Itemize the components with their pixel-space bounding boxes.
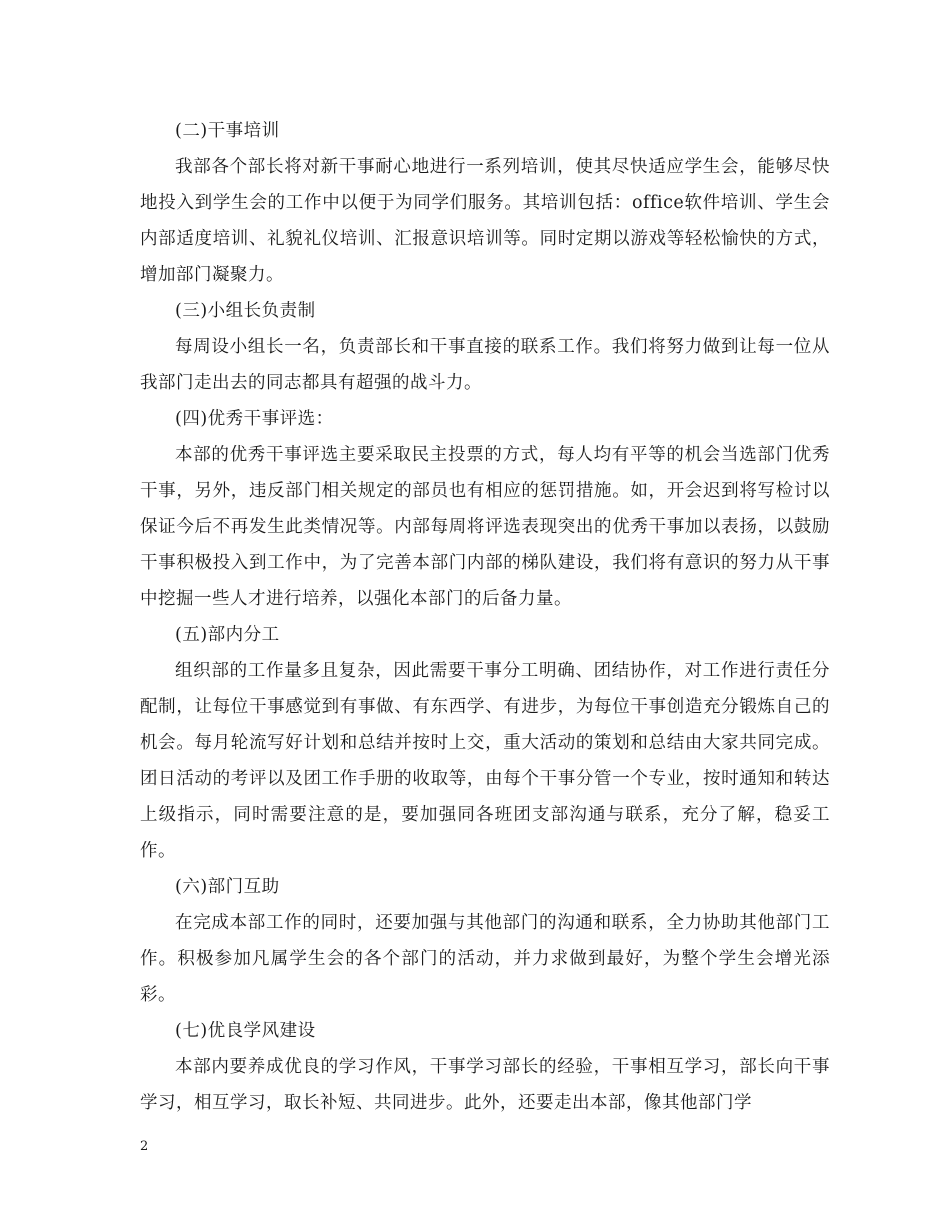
section-heading: (七)优良学风建设 — [175, 1021, 316, 1041]
section-heading: (六)部门互助 — [175, 877, 280, 897]
document-body — [140, 113, 830, 1121]
section-paragraph: 组织部的工作量多且复杂，因此需要干事分工明确、团结协作，对工作进行责任分配制，让每位干事感觉到有事做、有东西学、有进步，为每位干事创造充分锻炼自己的机会。每月轮流写好计划和总结并按时上交，重大活动的策划和总结由大家共同完成。团日活动的考评以及团工作手册的收取等，由每个干事分管一个专业，按时通知和转达上级指示，同时需要注意的是，要加强同各班团支部沟通与联系，充分了解，稳妥工作。 — [140, 661, 830, 861]
section-paragraph: 在完成本部工作的同时，还要加强与其他部门的沟通和联系，全力协助其他部门工作。积极参加凡属学生会的各个部门的活动，并力求做到最好，为整个学生会增光添彩。 — [140, 913, 830, 1005]
section-heading: (二)干事培训 — [175, 121, 280, 141]
section-heading: (四)优秀干事评选： — [175, 409, 334, 429]
section-paragraph: 我部各个部长将对新干事耐心地进行一系列培训，使其尽快适应学生会，能够尽快地投入到学生会的工作中以便于为同学们服务。其培训包括：office软件培训、学生会内部适度培训、礼貌礼仪培训、汇报意识培训等。同时定期以游戏等轻松愉快的方式，增加部门凝聚力。 — [140, 157, 830, 285]
section-paragraph: 本部内要养成优良的学习作风，干事学习部长的经验，干事相互学习，部长向干事学习，相互学习，取长补短、共同进步。此外，还要走出本部，像其他部门学 — [140, 1057, 830, 1113]
section-heading: (五)部内分工 — [175, 625, 280, 645]
page-number: 2 — [140, 1139, 149, 1154]
section-paragraph: 每周设小组长一名，负责部长和干事直接的联系工作。我们将努力做到让每一位从我部门走出去的同志都具有超强的战斗力。 — [140, 337, 830, 393]
section-paragraph: 本部的优秀干事评选主要采取民主投票的方式，每人均有平等的机会当选部门优秀干事，另外，违反部门相关规定的部员也有相应的惩罚措施。如，开会迟到将写检讨以保证今后不再发生此类情况等。内部每周将评选表现突出的优秀干事加以表扬，以鼓励干事积极投入到工作中，为了完善本部门内部的梯队建设，我们将有意识的努力从干事中挖掘一些人才进行培养，以强化本部门的后备力量。 — [140, 445, 830, 609]
section-heading: (三)小组长负责制 — [175, 301, 316, 321]
